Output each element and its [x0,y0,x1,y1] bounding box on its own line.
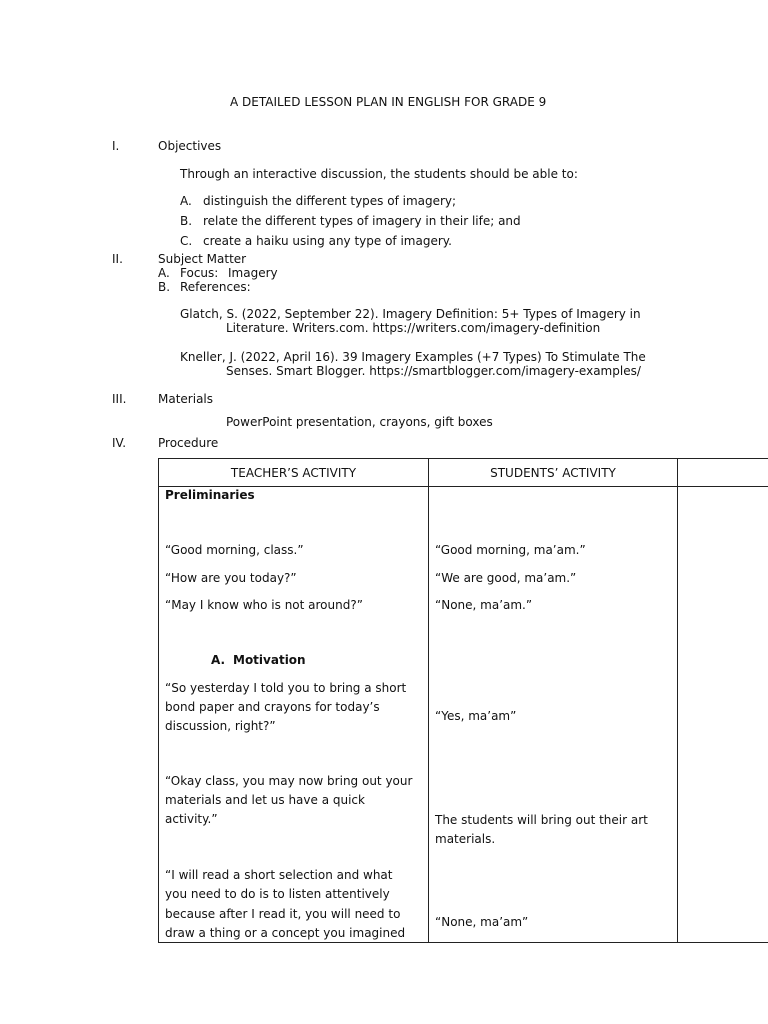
focus-value: Imagery [228,266,278,280]
objective-text: create a haiku using any type of imagery. [203,234,452,248]
teacher-line: “Okay class, you may now bring out your [165,774,413,788]
section-heading-subject: Subject Matter [158,252,247,266]
objective-letter: C. [180,234,193,248]
section-heading-procedure: Procedure [158,436,219,450]
section-heading-materials: Materials [158,392,214,406]
teacher-line: you need to do is to listen attentively [165,887,390,901]
column-header-teacher: TEACHER’S ACTIVITY [159,459,429,487]
student-line: “None, ma’am.” [435,598,533,612]
teacher-line: “Good morning, class.” [165,543,304,557]
teacher-line: “May I know who is not around?” [165,598,363,612]
reference-line: Senses. Smart Blogger. https://smartblogger.com/imagery-examples/ [226,364,641,378]
student-line: materials. [435,832,496,846]
procedure-table [158,458,768,943]
reference-line: Literature. Writers.com. https://writers.com/imagery-definition [226,321,601,335]
teacher-line: because after I read it, you will need to [165,907,401,921]
table-header-row [159,459,768,487]
objective-text: relate the different types of imagery in their life; and [203,214,521,228]
teacher-line: draw a thing or a concept you imagined [165,926,406,940]
preliminaries-heading: Preliminaries [165,488,255,502]
third-column-cell [678,487,768,943]
reference-line: Glatch, S. (2022, September 22). Imagery Definition: 5+ Types of Imagery in [180,307,641,321]
references-letter: B. [158,280,171,294]
teacher-line: materials and let us have a quick [165,793,365,807]
teacher-line: “How are you today?” [165,571,297,585]
student-line: The students will bring out their art [435,813,648,827]
focus-label: Focus: [180,266,219,280]
section-heading-objectives: Objectives [158,139,222,153]
section-number-materials: III. [112,392,127,406]
teacher-line: bond paper and crayons for today’s [165,700,380,714]
reference-line: Kneller, J. (2022, April 16). 39 Imagery Examples (+7 Types) To Stimulate The [180,350,646,364]
references-label: References: [180,280,251,294]
objective-letter: B. [180,214,193,228]
section-number-subject: II. [112,252,123,266]
column-header-students: STUDENTS’ ACTIVITY [429,459,678,487]
table-row [159,487,768,943]
motivation-letter: A. [211,653,226,667]
column-header-third [678,459,768,487]
teacher-line: “So yesterday I told you to bring a short [165,681,407,695]
student-line: “None, ma’am” [435,915,529,929]
section-number-objectives: I. [112,139,120,153]
student-line: “Good morning, ma’am.” [435,543,586,557]
section-number-procedure: IV. [112,436,127,450]
teacher-line: activity.” [165,812,218,826]
objective-text: distinguish the different types of imagery; [203,194,457,208]
page-title: A DETAILED LESSON PLAN IN ENGLISH FOR GRADE 9 [230,95,547,109]
objective-letter: A. [180,194,192,208]
teacher-line: “I will read a short selection and what [165,868,393,882]
objectives-intro: Through an interactive discussion, the students should be able to: [180,167,578,181]
students-activity-cell [429,487,678,943]
teacher-line: discussion, right?” [165,719,276,733]
focus-letter: A. [158,266,170,280]
motivation-heading: Motivation [233,653,306,667]
student-line: “Yes, ma’am” [435,709,517,723]
teacher-activity-cell [159,487,429,943]
materials-text: PowerPoint presentation, crayons, gift boxes [226,415,493,429]
student-line: “We are good, ma’am.” [435,571,577,585]
